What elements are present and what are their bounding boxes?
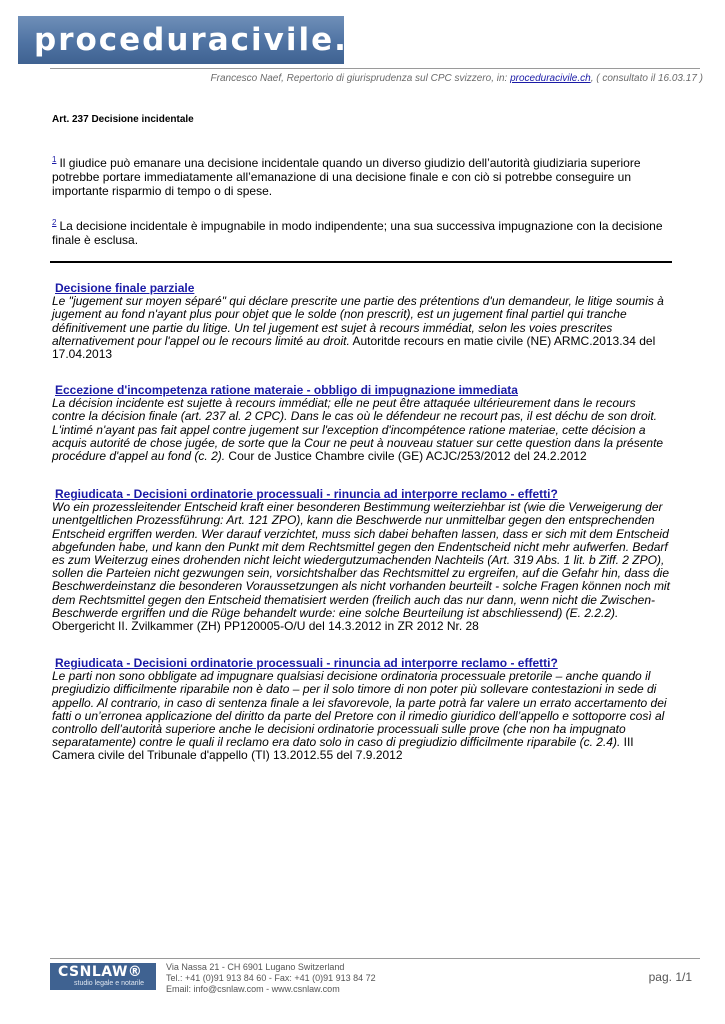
paragraph-number-link[interactable]: 1 bbox=[52, 155, 57, 164]
footer-address-line: Via Nassa 21 - CH 6901 Lugano Switzerland bbox=[166, 962, 345, 972]
header-divider bbox=[50, 68, 700, 69]
case-entry-title-link[interactable]: Regiudicata - Decisioni ordinatorie processuali - rinuncia ad interporre reclamo - effetti? bbox=[55, 487, 558, 501]
site-logo-text: proceduracivile.ch bbox=[34, 22, 393, 58]
case-entry-body: Wo ein prozessleitender Entscheid kraft einer besonderen Bestimmung weiterziehbar ist (wie die Verweigerung der unentgeltlichen Prozessführung: Art. 121 ZPO), kann die Beschwerde nur unmittelbar gegen den entsprechenden Entscheid ergriffen werden. Wer darauf verzichtet, muss sich dabei behaften lassen, dass er sich mit dem Entscheid abgefunden habe, und kann den Punkt mit dem Rechtsmittel gegen den Endentscheid nicht mehr aufwerfen. Bedarf es zum Weiterzug eines drohenden nicht leicht wiedergutzumachenden Nachteils (Art. 319 Abs. 1 lit. b Ziff. 2 ZPO), sollen die Parteien nicht gezwungen sein, vorsichtshalber das Rechtsmittel zu ergreifen, auf die Gefahr hin, dass die Beschwerdeinstanz die besonderen Voraussetzungen als nicht vorhanden beurteilt - solche Fragen können noch mit dem Rechtsmittel gegen den Entscheid thematisiert werden (freilich auch das nur dann, wenn nicht die Zwischen-Beschwerde ergriffen und die Rüge behandelt wurde: eine solche Beurteilung ist abschliessend) (E. 2.2.2). bbox=[52, 500, 670, 620]
citation-prefix: Francesco Naef, Repertorio di giurisprudenza sul CPC svizzero, in: bbox=[210, 73, 511, 84]
case-entry-reference: Autoritde recours en matie civile (NE) ARMC.2013.34 del 17.04.2013 bbox=[52, 333, 656, 362]
case-entry bbox=[52, 282, 672, 361]
paragraph-text: Il giudice può emanare una decisione incidentale quando un diverso giudizio dell’autorità giudiziaria superiore potrebbe portare immediatamente all’emanazione di una decisione finale e con ciò si potrebbe conseguire un importante risparmio di tempo o di spese. bbox=[52, 156, 641, 198]
csnlaw-logo-subtitle: studio legale e notarile bbox=[74, 980, 145, 987]
footer-email-line: Email: info@csnlaw.com - www.csnlaw.com bbox=[166, 984, 340, 994]
paragraph-text: La decisione incidentale è impugnabile in modo indipendente; una sua successiva impugnazione con la decisione finale è esclusa. bbox=[52, 219, 663, 247]
footer-divider bbox=[50, 958, 700, 959]
case-entry-reference: III Camera civile del Tribunale d'appello (TI) 13.2012.55 del 7.9.2012 bbox=[52, 735, 634, 763]
citation bbox=[211, 73, 703, 84]
article-title: Art. 237 Decisione incidentale bbox=[52, 114, 194, 125]
article-paragraph-2 bbox=[52, 216, 672, 247]
citation-suffix: , ( consultato il 16.03.17 ) bbox=[590, 73, 703, 84]
citation-link[interactable]: proceduracivile.ch bbox=[510, 73, 591, 84]
csnlaw-logo bbox=[50, 963, 156, 990]
case-entry-title-link[interactable]: Eccezione d'incompetenza ratione materaie - obbligo di impugnazione immediata bbox=[55, 383, 518, 397]
case-entry-reference: Cour de Justice Chambre civile (GE) ACJC/253/2012 del 24.2.2012 bbox=[228, 449, 587, 464]
footer-contact-line: Tel.: +41 (0)91 913 84 60 - Fax: +41 (0)91 913 84 72 bbox=[166, 973, 376, 983]
case-entry bbox=[52, 657, 672, 763]
case-entry bbox=[52, 384, 672, 463]
case-entry bbox=[52, 488, 672, 633]
case-entry-body: La décision incidente est sujette à recours immédiat; elle ne peut être attaquée ultérieurement dans le recours contre la décision finale (art. 237 al. 2 CPC). Dans le cas où le défendeur ne recourt pas, il est déchu de son droit. L'intimé n'ayant pas fait appel contre jugement sur l'exception d'incompétence ratione materiae, cette décision a acquis autorité de chose jugée, de sorte que la Cour ne peut à nouveau statuer sur cette question dans la présente procédure d'appel au fond (c. 2). bbox=[52, 396, 664, 464]
case-entry-body: Le parti non sono obbligate ad impugnare qualsiasi decisione ordinatoria processuale pretorile – anche quando il pregiudizio difficilmente riparabile non è dato – per il solo timore di non poter più sollevare contestazioni in sede di appello. Al contrario, in caso di sentenza finale a lei sfavorevole, la parte potrà far valere un errato accertamento dei fatti o un’erronea applicazione del diritto da parte del Pretore con il rimedio giuridico dell’appello e sottoporre così al controllo dell’autorità superiore anche le decisioni ordinatorie processuali sulle prove (che non ha impugnato separatamente) contre le quali il reclamo era dato solo in caso di pregiudizio difficilmente riparabile (c. 2.4). bbox=[52, 669, 667, 750]
footer-address bbox=[166, 962, 376, 995]
section-separator bbox=[50, 261, 672, 263]
case-entry-reference: Obergericht II. Zvilkammer (ZH) PP120005-O/U del 14.3.2012 in ZR 2012 Nr. 28 bbox=[52, 619, 479, 634]
page-number: pag. 1/1 bbox=[648, 970, 692, 984]
case-entry-body: Le "jugement sur moyen séparé" qui déclare prescrite une partie des prétentions d'un demandeur, le litige soumis à jugement au fond n'ayant plus pour objet que le solde (non prescrit), est un jugement final partiel qui tranche définitivement une partie du litige. Un tel jugement est sujet à recours immédiat, selon les voies prescrites alternativement pour l'appel ou le recours limité au droit. bbox=[52, 294, 664, 348]
paragraph-number-link[interactable]: 2 bbox=[52, 218, 57, 227]
case-entry-title-link[interactable]: Regiudicata - Decisioni ordinatorie processuali - rinuncia ad interporre reclamo - effetti? bbox=[55, 656, 558, 670]
csnlaw-logo-name: CSNLAW® bbox=[58, 964, 143, 980]
article-paragraph-1 bbox=[52, 153, 672, 198]
case-entry-title-link[interactable]: Decisione finale parziale bbox=[55, 281, 195, 295]
